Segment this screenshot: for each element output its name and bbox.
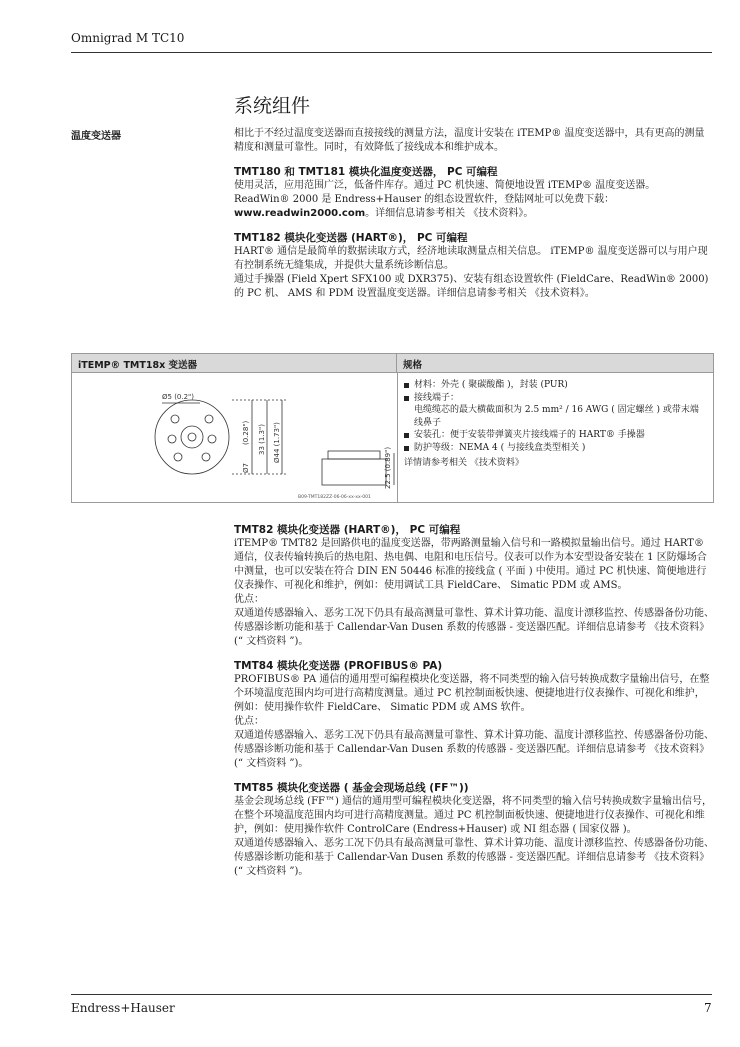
table-body: [72, 373, 713, 502]
tmt182-heading: TMT182 模块化变送器 (HART®)， PC 可编程: [234, 232, 468, 244]
spec-list: [404, 379, 707, 454]
tmt84-para1: PROFIBUS® PA 通信的通用型可编程模块化变送器，将不同类型的输入信号转换成数字量输出信号，在整个环境温度范围内均可进行高精度测量。通过 PC 机控制面板快速、便捷地进行仪表操作、可视化和维护，例如：使用操作软件 FieldCare、 Simatic PDM 或 AMS 软件。: [234, 674, 710, 713]
tmt182-para2: 通过手操器 (Field Xpert SFX100 或 DXR375)、安装有组态设置软件 (FieldCare、ReadWin® 2000) 的 PC 机、 AMS 和 PDM 设置温度变送器。详细信息请参考相关 《技术资料》。: [234, 274, 709, 299]
tmt82-heading: TMT82 模块化变送器 (HART®)， PC 可编程: [234, 524, 461, 536]
spec-sub: 电缆缆芯的最大横截面积为 2.5 mm² / 16 AWG ( 固定螺丝 ) 或带末端线鼻子: [414, 405, 699, 428]
tmt85-para1: 基金会现场总线 (FF™) 通信的通用型可编程模块化变送器，将不同类型的输入信号转换成数字量输出信号，在整个环境温度范围内均可进行高精度测量。通过 PC 机控制面板快速、便捷地进行仪表操作、可视化和维护，例如：使用操作软件 ControlCare (Endress+Hauser) 或 NI 组态器 ( 国家仪器 )。: [234, 796, 713, 835]
readwin-link[interactable]: www.readwin2000.com: [234, 208, 366, 219]
tmt82-para1: iTEMP® TMT82 是回路供电的温度变送器，带两路测量输入信号和一路模拟量输出信号。通过 HART® 通信，仪表传输转换后的热电阻、热电偶、电阻和电压信号。仪表可以作为本安型设备安装在 1 区防爆场合中测量，也可以安装在符合 DIN EN 50446 标准的接线盒 ( 平面 ) 中使用。通过 PC 机快速、简便地进行仪表操作、可视化和维护，例如：使用调试工具 FieldCare、 Simatic PDM 或 AMS。: [234, 538, 707, 591]
table-header: [72, 354, 713, 373]
lower-column: [234, 523, 714, 879]
tmt84-para2: 双通道传感器输入、恶劣工况下仍具有最高测量可靠性、算术计算功能、温度计漂移监控、传感器备份功能、传感器诊断功能和基于 Callendar-Van Dusen 系数的传感器 - 变送器匹配。详细信息请参考 《技术资料》(“ 文档资料 ”)。: [234, 730, 714, 769]
intro-paragraph: 相比于不经过温度变送器而直接接线的测量方法，温度计安装在 iTEMP® 温度变送器中，具有更高的测量精度和测量可靠性。同时，有效降低了接线成本和维护成本。: [234, 128, 705, 153]
drawing-cell: [72, 373, 398, 502]
tmt84-heading: TMT84 模块化变送器 (PROFIBUS® PA): [234, 660, 443, 672]
upper-column: [234, 127, 714, 301]
dim-b-label: (0.28"): [242, 420, 250, 445]
page-number: 7: [704, 1001, 712, 1015]
header-rule: [71, 52, 712, 53]
tmt180-heading: TMT180 和 TMT181 模块化温度变送器， PC 可编程: [234, 166, 498, 178]
dim-a-label: Ø5 (0.2"): [162, 393, 195, 401]
spec-item: 防护等级：NEMA 4 ( 与接线盒类型相关 ): [404, 442, 707, 455]
tmt180-line3-wrap: [234, 207, 714, 221]
spec-cell: [398, 373, 713, 502]
tmt85-heading: TMT85 模块化变送器 ( 基金会现场总线 (FF™)): [234, 782, 469, 794]
spec-item: 接线端子： 电缆缆芯的最大横截面积为 2.5 mm² / 16 AWG ( 固定螺丝 ) 或带末端线鼻子: [404, 392, 707, 430]
footer-rule: [71, 994, 712, 995]
tmt85-para2: 双通道传感器输入、恶劣工况下仍具有最高测量可靠性、算术计算功能、温度计漂移监控、传感器备份功能、传感器诊断功能和基于 Callendar-Van Dusen 系数的传感器 - 变送器匹配。详细信息请参考 《技术资料》(“ 文档资料 ”)。: [234, 838, 714, 877]
spec-item: 安装孔：便于安装带弹簧夹片接线端子的 HART® 手操器: [404, 429, 707, 442]
dim-d-label: 33 (1.3"): [258, 424, 266, 455]
transmitter-drawing: [72, 373, 397, 502]
side-label: 温度变送器: [71, 131, 121, 142]
tmt180-line1: 使用灵活，应用范围广泛，低备件库存。通过 PC 机快速、简便地设置 iTEMP® 温度变送器。: [234, 180, 656, 191]
section-title: 系统组件: [234, 95, 311, 117]
spec-note: 详情请参考相关 《技术资料》: [404, 458, 524, 468]
tmt180-line3: 。详细信息请参考相关 《技术资料》。: [365, 208, 534, 219]
tmt84-adv: 优点：: [234, 716, 264, 727]
tmt82-adv: 优点：: [234, 594, 264, 605]
tmt82-para2: 双通道传感器输入、恶劣工况下仍具有最高测量可靠性、算术计算功能、温度计漂移监控、传感器备份功能、传感器诊断功能和基于 Callendar-Van Dusen 系数的传感器 - 变送器匹配。详细信息请参考 《技术资料》(“ 文档资料 ”)。: [234, 608, 714, 647]
spec-table: [71, 353, 714, 503]
drawing-ref: B09-TMT182ZZ-06-06-xx-xx-001: [298, 495, 371, 500]
spec-item: 材料：外壳 ( 聚碳酸酯 )，封装 (PUR): [404, 379, 707, 392]
table-header-col1: iTEMP® TMT18x 变送器: [72, 354, 397, 372]
dim-f-label: 22.5 (0.89"): [384, 446, 392, 489]
dim-e-label: Ø44 (1.73"): [273, 422, 281, 463]
footer-brand: Endress+Hauser: [71, 1001, 175, 1015]
header-product: Omnigrad M TC10: [71, 31, 185, 45]
tmt182-para1: HART® 通信是最简单的数据读取方式，经济地读取测量点相关信息。 iTEMP® 温度变送器可以与用户现有控制系统无缝集成，并提供大量系统诊断信息。: [234, 246, 708, 271]
dim-c-label: Ø7: [242, 463, 250, 473]
tmt180-line2: ReadWin® 2000 是 Endress+Hauser 的组态设置软件，登陆网址可以免费下载：: [234, 194, 615, 205]
table-header-col2: 规格: [403, 360, 423, 371]
